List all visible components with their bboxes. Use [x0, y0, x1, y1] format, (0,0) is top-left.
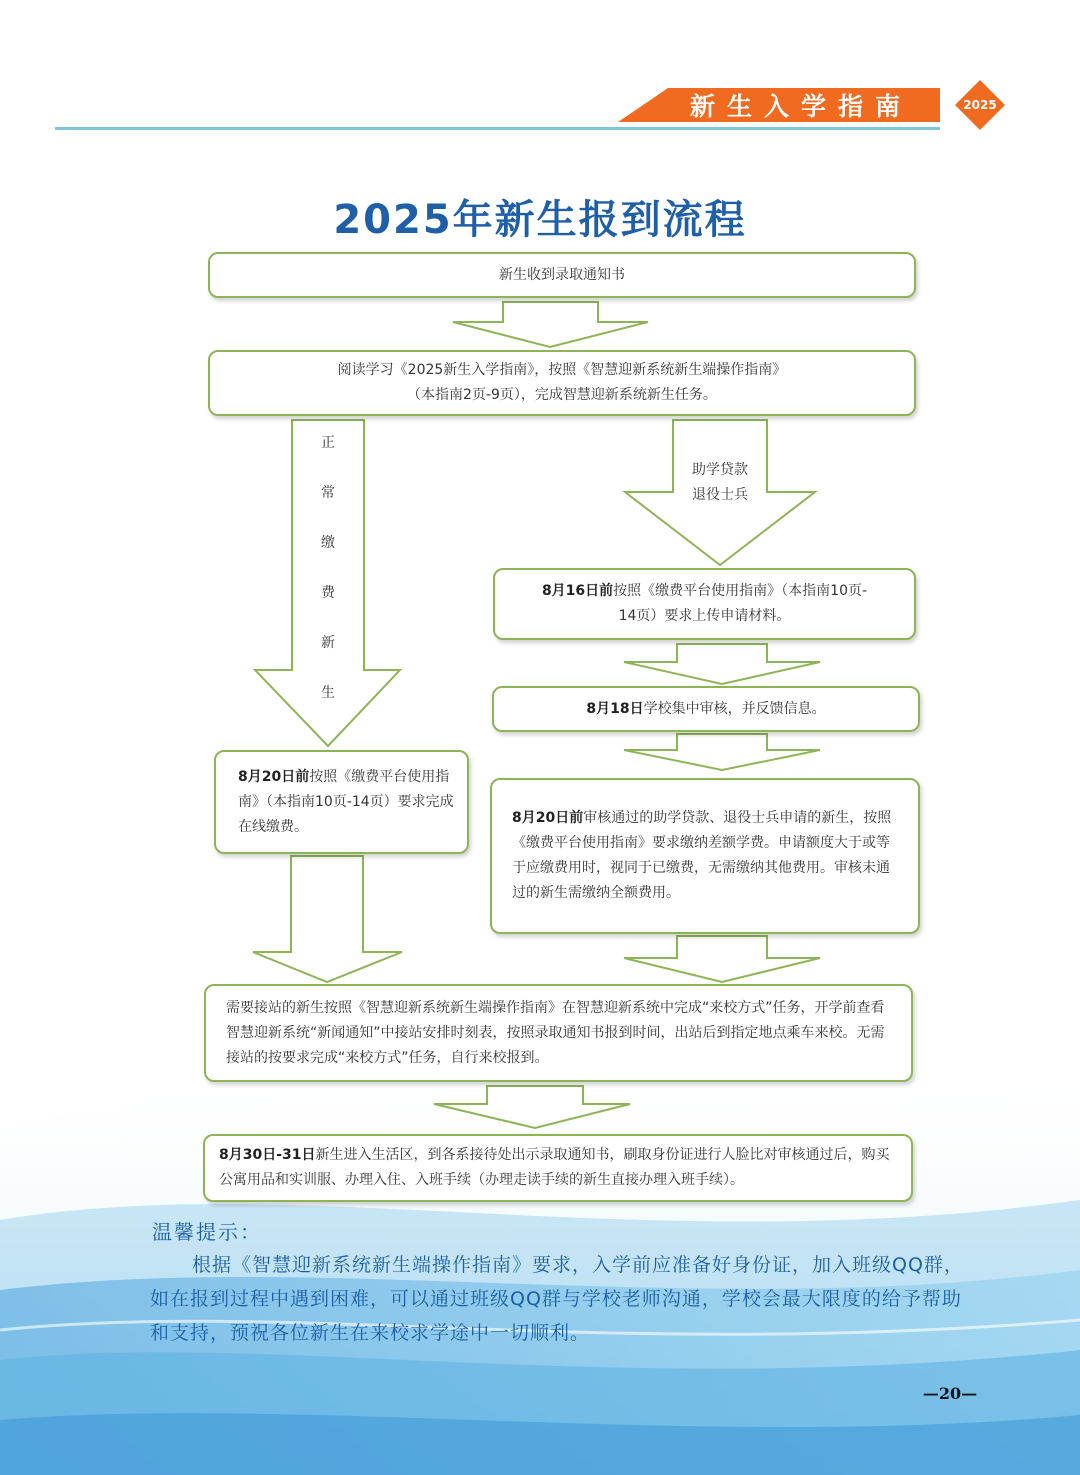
page-title: 2025年新生报到流程 [333, 197, 747, 243]
flow-step-online-payment [214, 750, 469, 854]
branch-label-char: 缴 [321, 535, 335, 551]
flow-step-station-pickup-text: 需要接站的新生按照《智慧迎新系统新生端操作指南》在智慧迎新系统中完成“来校方式”任务，开学前查看智慧迎新系统“新闻通知”中接站安排时刻表，按照录取通知书报到时间，出站后到指定地点乘车来校。无需接站的按要求完成“来校方式”任务，自行来校报到。 [226, 999, 885, 1066]
tips-body: 根据《智慧迎新系统新生端操作指南》要求，入学前应准备好身份证，加入班级QQ群，如在报到过程中遇到困难，可以通过班级QQ群与学校老师沟通，学校会最大限度的给予帮助和支持，预祝各位新生在来校求学途中一切顺利。 [150, 1254, 964, 1344]
flow-step-online-payment-text: 按照《缴费平台使用指南》（本指南10页-14页）要求完成在线缴费。 [238, 768, 454, 835]
flow-step-check-in-text: 新生进入生活区，到各系接待处出示录取通知书，刷取身份证进行人脸比对审核通过后，购买公寓用品和实训服、办理入住、入班手续（办理走读手续的新生直接办理入班手续）。 [219, 1147, 890, 1188]
branch-label-char: 费 [321, 585, 335, 601]
flow-step-read-guide-line1: 阅读学习《2025新生入学指南》，按照《智慧迎新系统新生端操作指南》 [337, 362, 787, 378]
flow-step-notice-text: 新生收到录取通知书 [499, 266, 625, 283]
flow-step-read-guide-line2: （本指南2页-9页），完成智慧迎新系统新生任务。 [407, 387, 717, 403]
branch-label-loan-veteran [670, 458, 770, 508]
flow-step-upload-text-b: 14页）要求上传申请材料。 [618, 608, 791, 624]
branch-label-char: 正 [321, 435, 335, 451]
branch-label-char: 新 [321, 635, 335, 651]
flow-step-station-pickup [204, 984, 913, 1082]
flow-step-online-payment-date: 8月20日前 [238, 768, 310, 785]
flow-step-read-guide [208, 350, 916, 416]
flow-step-check-in-date: 8月30日-31日 [219, 1147, 316, 1163]
flow-step-notice [208, 252, 916, 298]
flow-step-pay-difference-text: 审核通过的助学贷款、退役士兵申请的新生，按照《缴费平台使用指南》要求缴纳差额学费。申请额度大于或等于应缴费用时，视同于已缴费，无需缴纳其他费用。审核未通过的新生需缴纳全额费用。 [512, 810, 892, 901]
flow-step-upload-text-a: 按照《缴费平台使用指南》（本指南10页- [613, 583, 868, 599]
header-title: 新生入学指南 [690, 92, 913, 121]
branch-label-char: 常 [321, 485, 335, 501]
flow-step-review-date: 8月18日 [586, 700, 644, 717]
flow-step-check-in [203, 1134, 913, 1202]
page-number: —20— [922, 1384, 978, 1403]
flow-step-school-review [492, 686, 920, 732]
flow-step-upload-materials [493, 568, 916, 640]
branch-label-loan: 助学贷款 [692, 462, 748, 478]
flow-step-review-text: 学校集中审核，并反馈信息。 [643, 700, 826, 717]
flow-step-upload-date: 8月16日前 [541, 583, 614, 599]
tips-title: 温馨提示： [152, 1220, 262, 1244]
branch-label-char: 生 [321, 685, 335, 701]
branch-label-normal-pay [316, 432, 340, 732]
header-year: 2025 [963, 98, 997, 112]
flow-step-pay-difference-date: 8月20日前 [512, 810, 584, 826]
branch-label-veteran: 退役士兵 [692, 487, 748, 503]
flow-step-pay-difference [490, 778, 920, 934]
